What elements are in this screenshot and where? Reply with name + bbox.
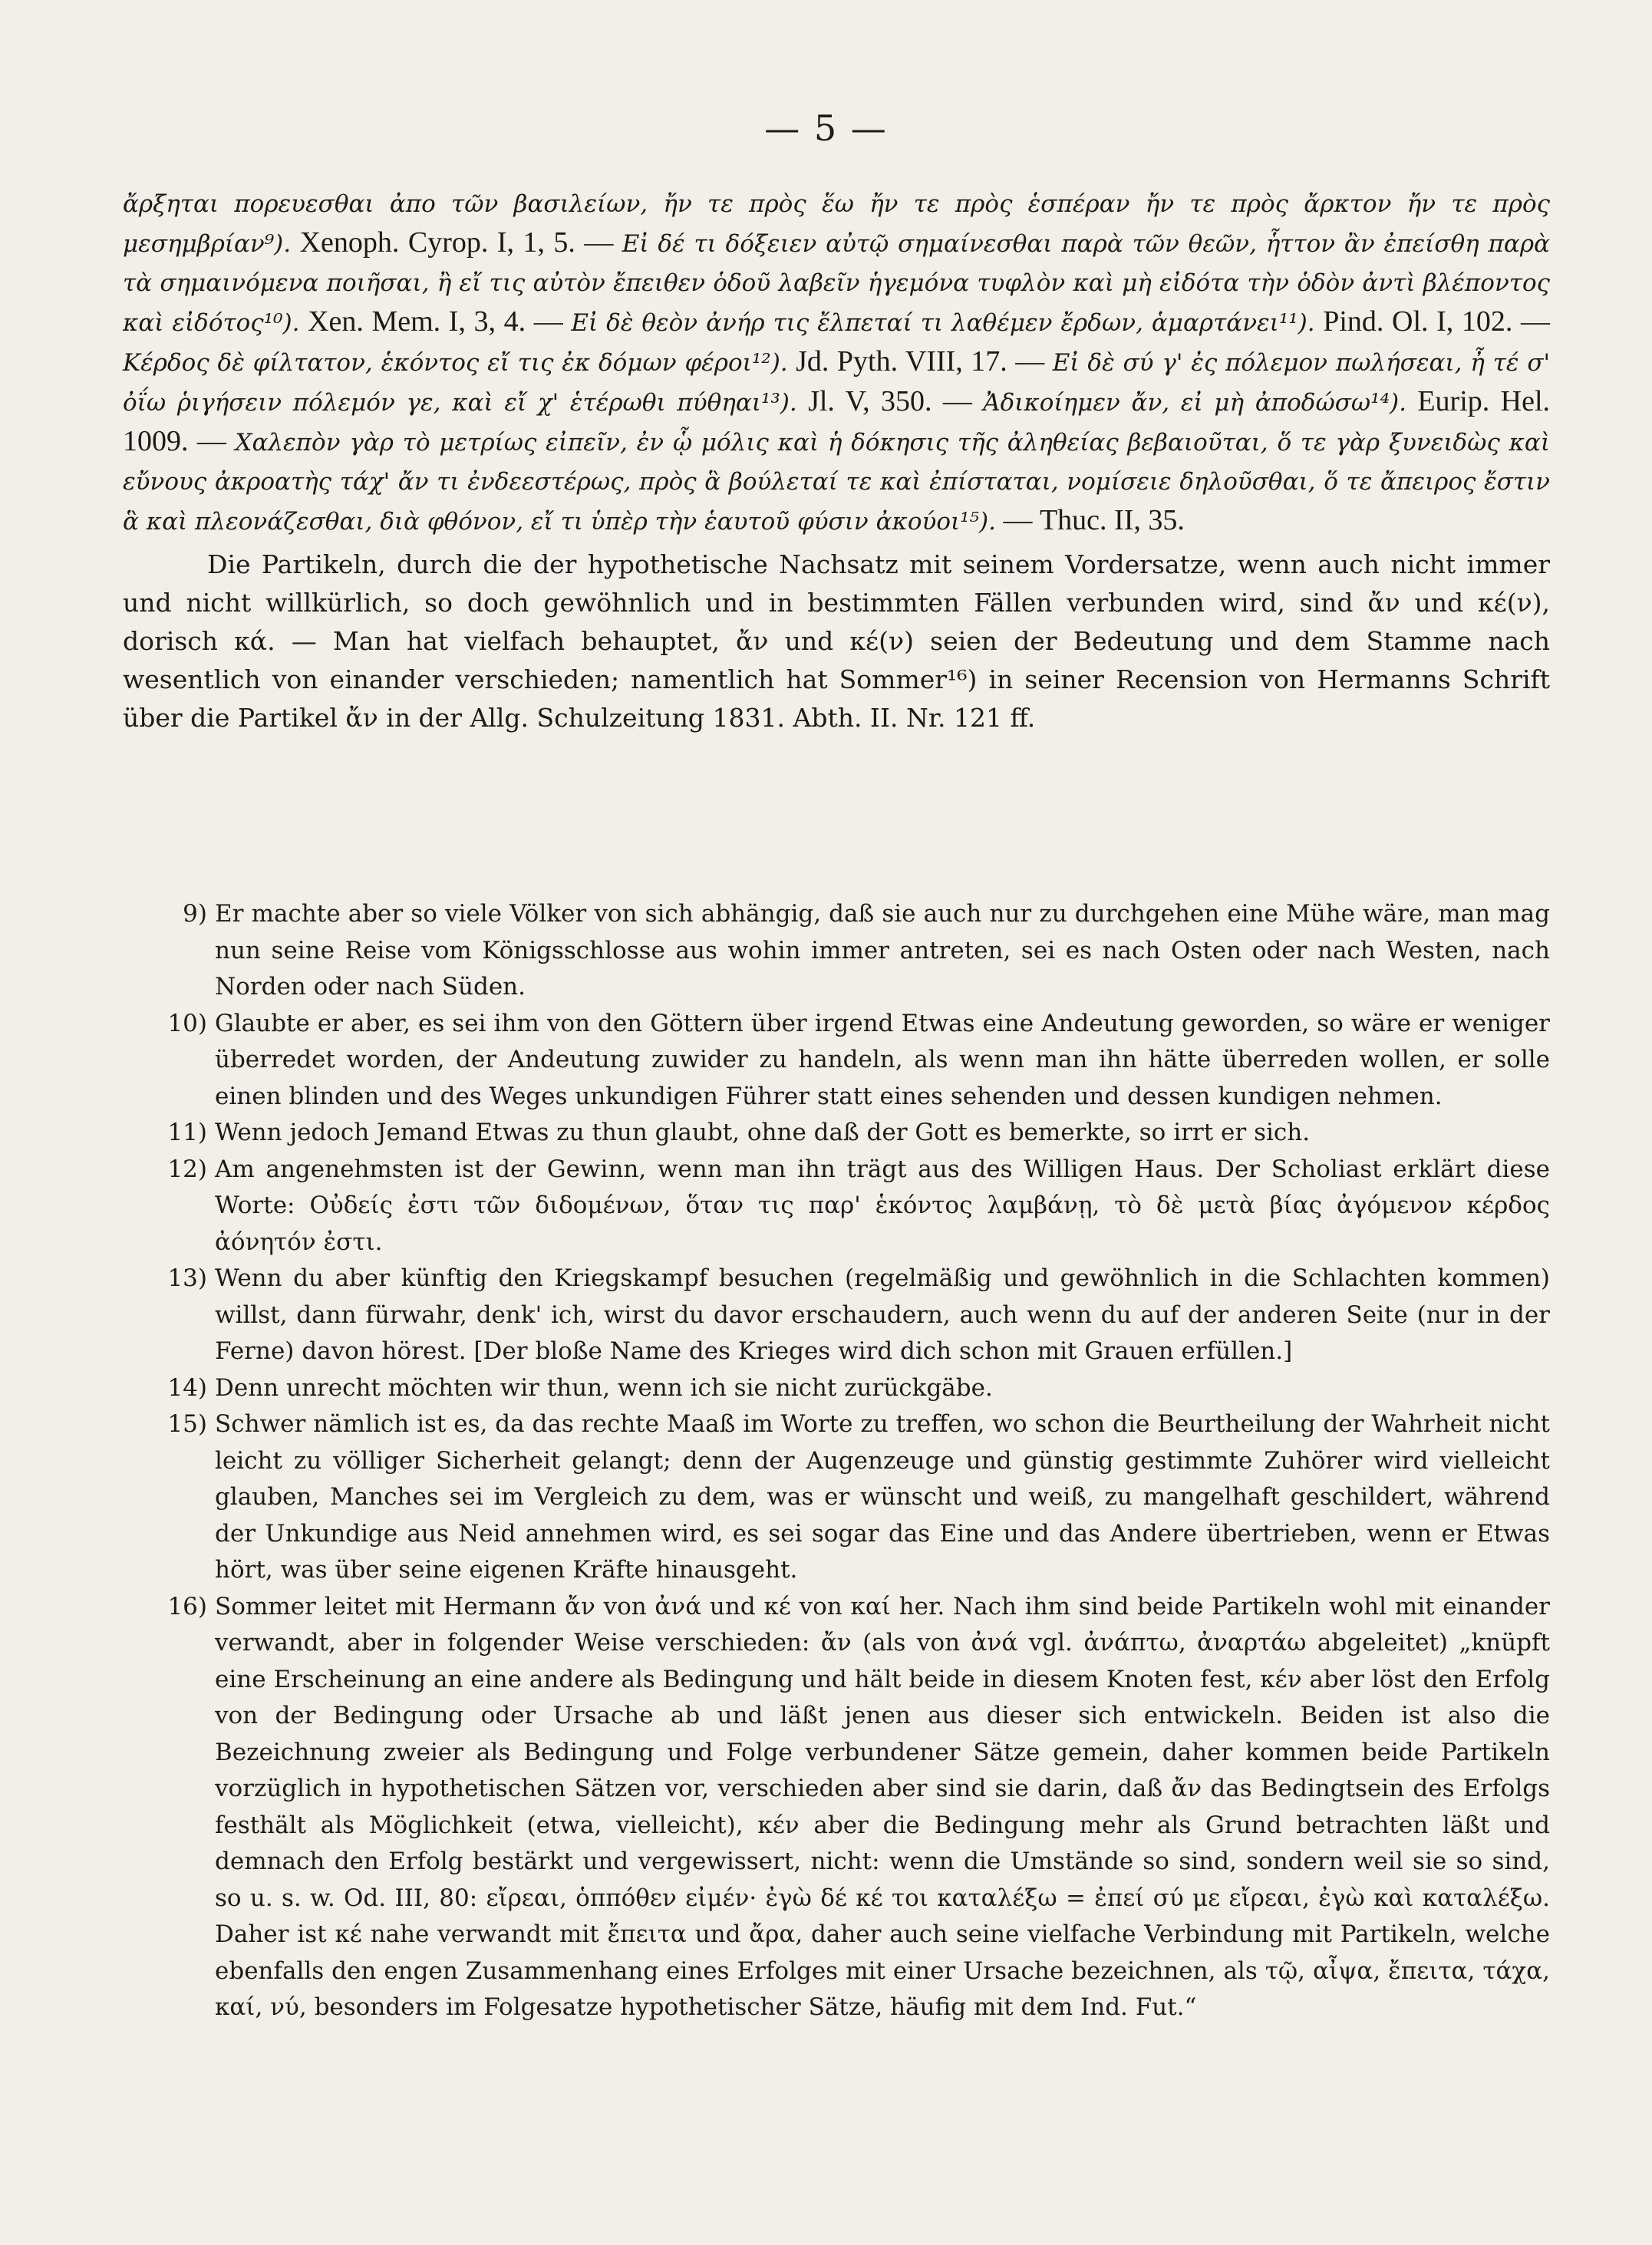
- footnote: [146, 1370, 1550, 1407]
- footnote-number: 10): [167, 1009, 207, 1037]
- footnote: [146, 1261, 1550, 1370]
- greek-quote: Εἰ δὲ σύ γ' ἐς πόλεμον πωλήσεαι, ἦ τέ σ' ὀΐω ῥιγήσειν πόλεμόν γε, καὶ εἴ χ' ἑτέρωθι πύθηαι¹³).: [123, 349, 1551, 417]
- citation: Jl. V, 350. —: [796, 385, 984, 417]
- footnote-text: Am angenehmsten ist der Gewinn, wenn man ihn trägt aus des Willigen Haus. Der Scholiast erklärt diese Worte: Οὐδείς ἐστι τῶν διδομένων, ὅταν τις παρ' ἑκόντος λαμβάνῃ, τὸ δὲ μετὰ βίας ἀγόμενον κέρδος ἀόνητόν ἐστι.: [215, 1155, 1550, 1256]
- citation: Eurip. Hel. 1009. —: [123, 385, 1551, 457]
- footnote-number: 12): [167, 1155, 207, 1183]
- body-paragraph: Die Partikeln, durch die der hypothetische Nachsatz mit seinem Vordersatze, wenn auch nicht immer und nicht willkürlich, so doch gewöhnlich und in bestimmten Fällen verbunden wird, sind ἄν und κέ(ν), dorisch κά. — Man hat vielfach behauptet, ἄν und κέ(ν) seien der Bedeutung und dem Stamme nach wesentlich von einander verschieden; namentlich hat Sommer¹⁶) in seiner Recension von Hermanns Schrift über die Partikel ἄν in der Allg. Schulzeitung 1831. Abth. II. Nr. 121 ff.: [123, 549, 1550, 733]
- footnote-number: 16): [167, 1592, 207, 1620]
- footnote-text: Denn unrecht möchten wir thun, wenn ich sie nicht zurückgäbe.: [215, 1373, 993, 1402]
- footnote: [146, 1406, 1550, 1589]
- citation: Jd. Pyth. VIII, 17. —: [787, 345, 1053, 377]
- main-text: [123, 184, 1550, 737]
- footnote-text: Sommer leitet mit Hermann ἄν von ἀνά und κέ von καί her. Nach ihm sind beide Partikeln wohl mit einander verwandt, aber in folgender Weise verschieden: ἄν (als von ἀνά vgl. ἀνάπτω, ἀναρτάω abgeleitet) „knüpft eine Erscheinung an eine andere als Bedingung und hält beide in diesem Knoten fest, κέν aber löst den Erfolg von der Bedingung oder Ursache ab und läßt jenen aus dieser sich entwickeln. Beiden ist also die Bezeichnung zweier als Bedingung und Folge verbundener Sätze gemein, daher kommen beide Partikeln vorzüglich in hypothetischen Sätzen vor, verschieden aber sind sie darin, daß ἄν das Bedingtsein des Erfolgs festhält als Möglichkeit (etwa, vielleicht), κέν aber die Bedingung mehr als Grund betrachten läßt und demnach den Erfolg bestärkt und vergewissert, nicht: wenn die Umstände so sind, sondern weil sie so sind, so u. s. w. Od. III, 80: εἴρεαι, ὁππόθεν εἰμέν· ἐγὼ δέ κέ τοι καταλέξω = ἐπεί σύ με εἴρεαι, ἐγὼ καὶ καταλέξω. Daher ist κέ nahe verwandt mit ἔπειτα und ἄρα, daher auch seine vielfache Verbindung mit Partikeln, welche ebenfalls den engen Zusammenhang eines Erfolges mit einer Ursache bezeichnen, als τῷ, αἶψα, ἔπειτα, τάχα, καί, νύ, besonders im Folgesatze hypothetischer Sätze, häufig mit dem Ind. Fut.“: [215, 1592, 1550, 2021]
- greek-quote: Εἰ δέ τι δόξειεν αὐτῷ σημαίνεσθαι παρὰ τῶν θεῶν, ἧττον ἂν ἐπείσθη παρὰ τὰ σημαινόμενα ποιῆσαι, ἢ εἴ τις αὐτὸν ἔπειθεν ὁδοῦ λαβεῖν ἡγεμόνα τυφλὸν καὶ μὴ εἰδότα τὴν ὁδὸν ἀντὶ βλέποντος καὶ εἰδότος¹⁰).: [123, 230, 1550, 337]
- greek-quote: Ἀδικοίημεν ἄν, εἰ μὴ ἀποδώσω¹⁴).: [983, 389, 1406, 417]
- footnote-number: 14): [167, 1373, 207, 1402]
- greek-quote: Χαλεπὸν γὰρ τὸ μετρίως εἰπεῖν, ἐν ᾧ μόλις καὶ ἡ δόκησις τῆς ἀληθείας βεβαιοῦται, ὅ τε γὰρ ξυνειδὼς καὶ εὔνους ἀκροατὴς τάχ' ἄν τι ἐνδεεστέρως, πρὸς ἃ βούλεταί τε καὶ ἐπίσταται, νομίσειε δηλοῦσθαι, ὅ τε ἄπειρος ἔστιν ἃ καὶ πλεονάζεσθαι, διὰ φθόνον, εἴ τι ὑπὲρ τὴν ἑαυτοῦ φύσιν ἀκούοι¹⁵).: [123, 429, 1551, 536]
- greek-quote: Κέρδος δὲ φίλτατον, ἑκόντος εἴ τις ἐκ δόμων φέροι¹²).: [123, 349, 788, 377]
- footnote-text: Er machte aber so viele Völker von sich abhängig, daß sie auch nur zu durchgehen eine Mühe wäre, man mag nun seine Reise vom Königsschlosse aus wohin immer antreten, sei es nach Osten oder nach Westen, nach Norden oder nach Süden.: [215, 900, 1550, 1001]
- footnotes: [146, 896, 1550, 2026]
- footnote-number: 9): [183, 900, 207, 928]
- footnote: [146, 896, 1550, 1006]
- citation: — Thuc. II, 35.: [995, 504, 1185, 536]
- footnote: [146, 1115, 1550, 1152]
- footnote-text: Wenn du aber künftig den Kriegskampf besuchen (regelmäßig und gewöhnlich in die Schlachten kommen) willst, dann fürwahr, denk' ich, wirst du davor erschaudern, auch wenn du auf der anderen Seite (nur in der Ferne) davon hörest. [Der bloße Name des Krieges wird dich schon mit Grauen erfüllen.]: [215, 1264, 1550, 1365]
- citation: Xenoph. Cyrop. I, 1, 5. —: [291, 226, 622, 259]
- footnote: [146, 1152, 1550, 1261]
- footnote-number: 15): [167, 1410, 207, 1438]
- footnote-number: 11): [167, 1119, 207, 1146]
- citation: Pind. Ol. I, 102. —: [1314, 305, 1550, 338]
- greek-citations-block: [123, 184, 1550, 541]
- footnote-number: 13): [167, 1264, 207, 1292]
- footnote: [146, 1006, 1550, 1116]
- greek-quote: ἄρξηται πορευεσθαι ἀπο τῶν βασιλείων, ἤν τε πρὸς ἕω ἤν τε πρὸς ἑσπέραν ἤν τε πρὸς ἄρκτον ἤν τε πρὸς μεσημβρίαν⁹).: [123, 190, 1550, 258]
- page-number: — 5 —: [764, 107, 888, 149]
- footnote-text: Schwer nämlich ist es, da das rechte Maaß im Worte zu treffen, wo schon die Beurtheilung der Wahrheit nicht leicht zu völliger Sicherheit gelangt; denn der Augenzeuge und günstig gestimmte Zuhörer wird vielleicht glauben, Manches sei im Vergleich zu dem, was er wünscht und weiß, zu mangelhaft geschildert, während der Unkundige aus Neid annehmen wird, es sei sogar das Eine und das Andere übertrieben, wenn er Etwas hört, was über seine eigenen Kräfte hinausgeht.: [215, 1410, 1550, 1584]
- footnote: [146, 1589, 1550, 2026]
- footnote-text: Wenn jedoch Jemand Etwas zu thun glaubt, ohne daß der Gott es bemerkte, so irrt er sich.: [215, 1119, 1311, 1146]
- citation: Xen. Mem. I, 3, 4. —: [299, 305, 572, 338]
- greek-quote: Εἰ δὲ θεὸν ἀνήρ τις ἔλπεταί τι λαθέμεν ἔρδων, ἁμαρτάνει¹¹).: [571, 309, 1315, 337]
- footnote-text: Glaubte er aber, es sei ihm von den Göttern über irgend Etwas eine Andeutung geworden, so wäre er weniger überredet worden, der Andeutung zuwider zu handeln, als wenn man ihn hätte überreden wollen, er solle einen blinden und des Weges unkundigen Führer statt eines sehenden und dessen kundigen nehmen.: [215, 1009, 1550, 1110]
